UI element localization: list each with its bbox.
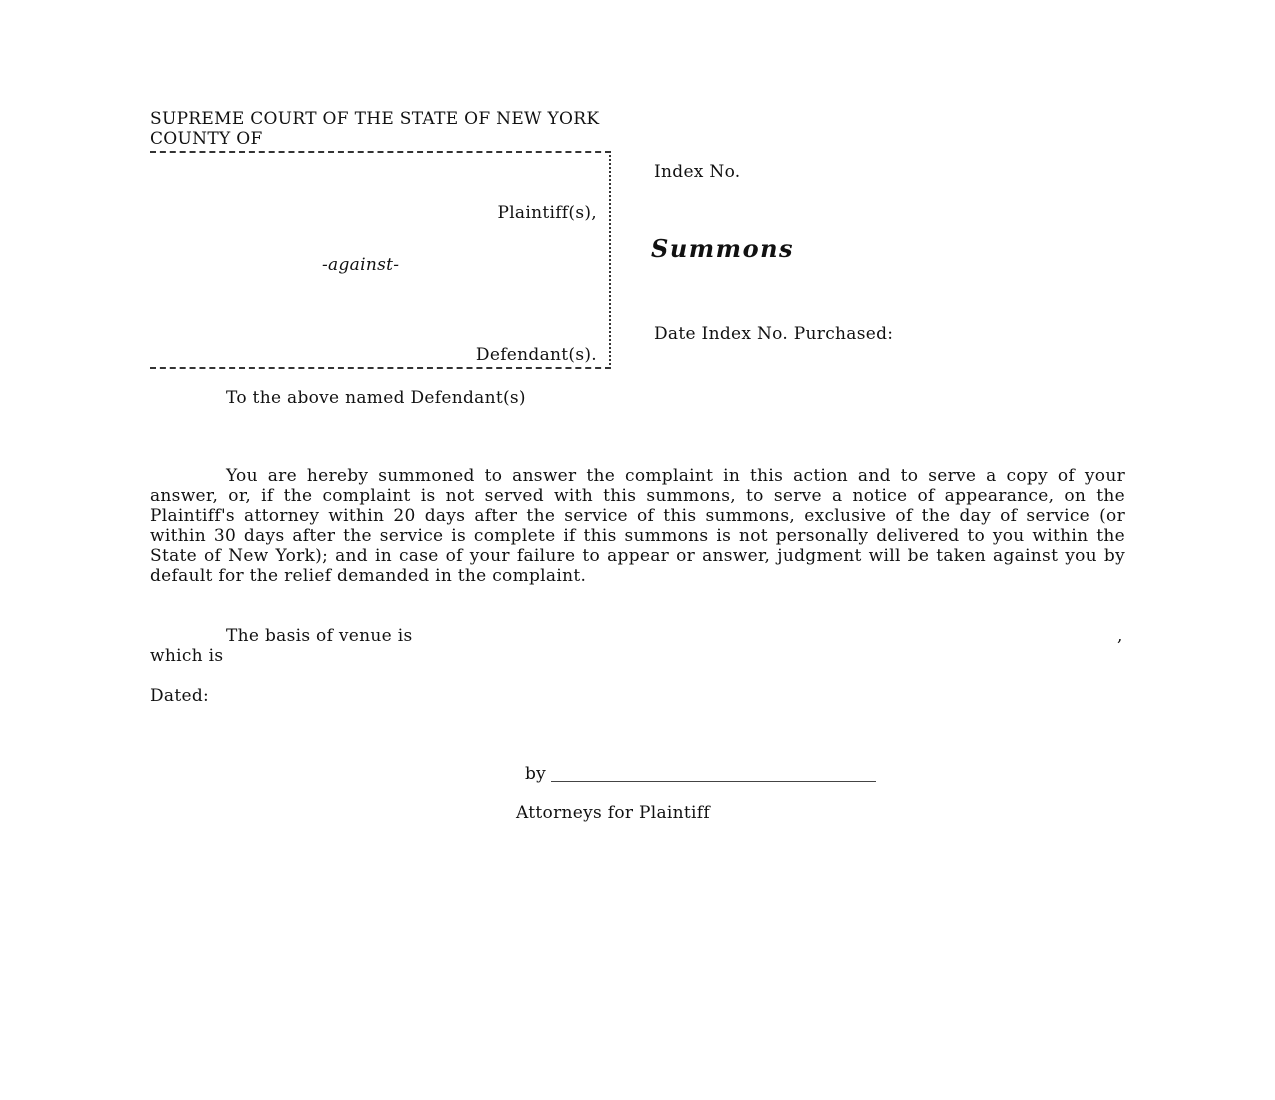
venue-comma: , [1117,626,1123,646]
against-label: -against- [322,255,400,275]
plaintiff-label: Plaintiff(s), [497,203,597,223]
attorneys-for-plaintiff-label: Attorneys for Plaintiff [516,803,710,823]
county-heading: COUNTY OF [150,129,263,149]
index-number-label: Index No. [654,162,741,182]
dated-label: Dated: [150,686,210,706]
document-title: Summons [651,234,795,263]
date-index-purchased-label: Date Index No. Purchased: [654,324,894,344]
summons-body-paragraph: You are hereby summoned to answer the complaint in this action and to serve a copy of your answer, or, if the complaint is not served with this summons, to serve a notice of appearance, on the Plaintiff's attorney within 20 days after the service of this summons, exclusive of the day of service (or within 30 days after the service is complete if this summons is not personally delivered to you within the State of New York); and in case of your failure to appear or answer, judgment will be taken against you by default for the relief demanded in the complaint. [150,466,1125,586]
which-is-label: which is [150,646,224,666]
venue-label: The basis of venue is [226,626,413,646]
by-label: by [525,764,547,784]
defendant-label: Defendant(s). [475,345,597,365]
signature-line [551,781,876,782]
salutation: To the above named Defendant(s) [226,388,526,408]
court-heading: SUPREME COURT OF THE STATE OF NEW YORK [150,109,600,129]
case-caption-box [150,151,611,369]
